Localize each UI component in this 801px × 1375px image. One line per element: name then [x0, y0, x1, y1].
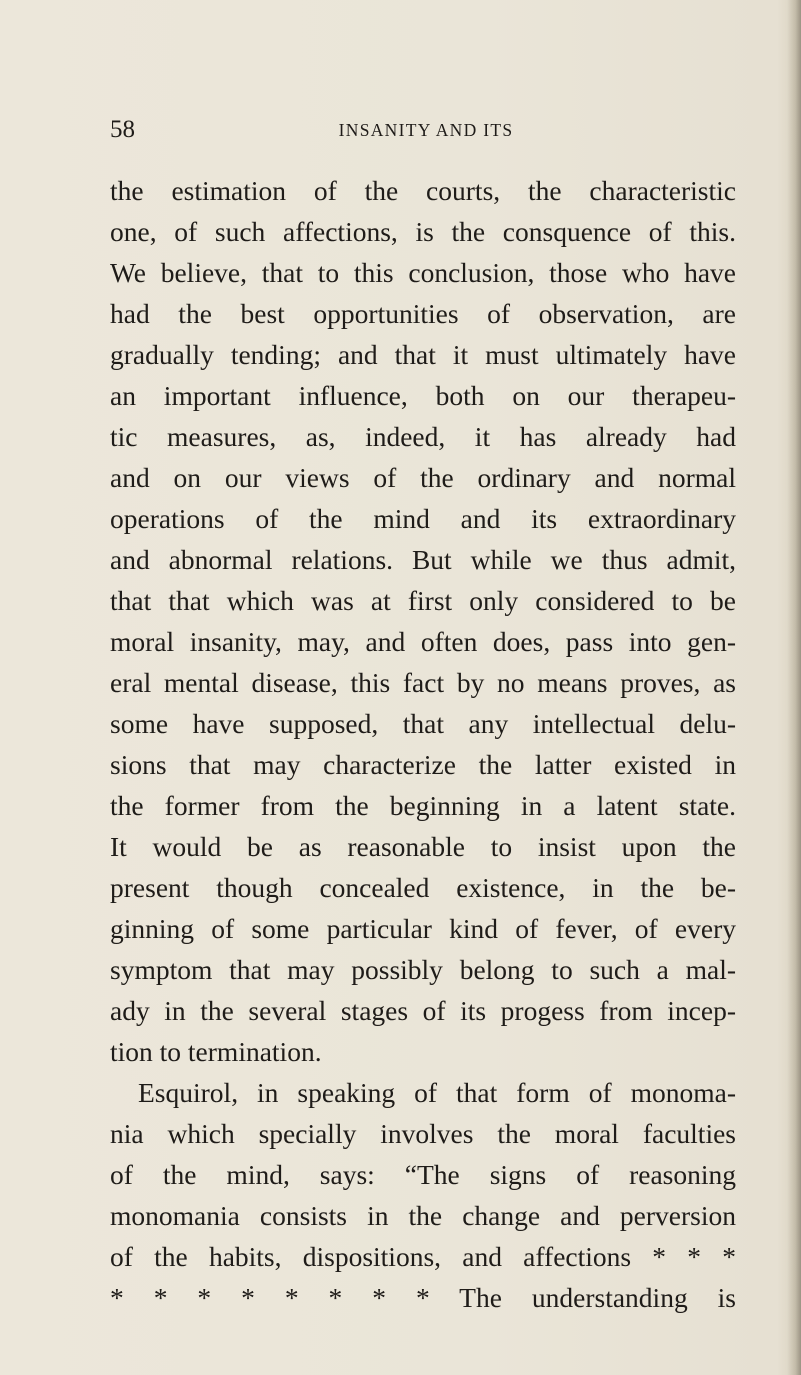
text-line: ady in the several stages of its progess from incep- — [110, 995, 736, 1026]
text-line: the estimation of the courts, the characteristic — [110, 175, 736, 206]
text-line: the former from the beginning in a latent state. — [110, 790, 736, 821]
page-edge-shadow — [787, 0, 801, 1375]
text-line: present though concealed existence, in the be- — [110, 872, 736, 903]
text-line: eral mental disease, this fact by no means proves, as — [110, 667, 736, 698]
text-line: gradually tending; and that it must ultimately have — [110, 339, 736, 370]
text-line: We believe, that to this conclusion, those who have — [110, 257, 736, 288]
paragraph-start-line: Esquirol, in speaking of that form of monoma- — [138, 1077, 736, 1108]
text-line: sions that may characterize the latter existed in — [110, 749, 736, 780]
page-header — [110, 114, 730, 146]
text-line: one, of such affections, is the consquence of this. — [110, 216, 736, 247]
text-line: and abnormal relations. But while we thus admit, — [110, 544, 736, 575]
page-number: 58 — [110, 116, 135, 143]
body-text — [110, 170, 736, 1318]
paragraph-end-line: tion to termination. — [110, 1036, 322, 1067]
text-line: symptom that may possibly belong to such a mal- — [110, 954, 736, 985]
text-line: had the best opportunities of observation, are — [110, 298, 736, 329]
text-line: of the habits, dispositions, and affections * * * — [110, 1241, 736, 1272]
text-line: of the mind, says: “The signs of reasoning — [110, 1159, 736, 1190]
text-line: that that which was at first only considered to be — [110, 585, 736, 616]
text-line: It would be as reasonable to insist upon the — [110, 831, 736, 862]
text-line: monomania consists in the change and perversion — [110, 1200, 736, 1231]
text-line: operations of the mind and its extraordinary — [110, 503, 736, 534]
text-line: ginning of some particular kind of fever, of every — [110, 913, 736, 944]
text-line: nia which specially involves the moral faculties — [110, 1118, 736, 1149]
running-head: INSANITY AND ITS — [338, 120, 514, 140]
text-line: moral insanity, may, and often does, pass into gen- — [110, 626, 736, 657]
text-line: an important influence, both on our therapeu- — [110, 380, 736, 411]
text-line: some have supposed, that any intellectual delu- — [110, 708, 736, 739]
text-line: * * * * * * * * The understanding is — [110, 1282, 736, 1313]
text-line: tic measures, as, indeed, it has already had — [110, 421, 736, 452]
text-line: and on our views of the ordinary and normal — [110, 462, 736, 493]
